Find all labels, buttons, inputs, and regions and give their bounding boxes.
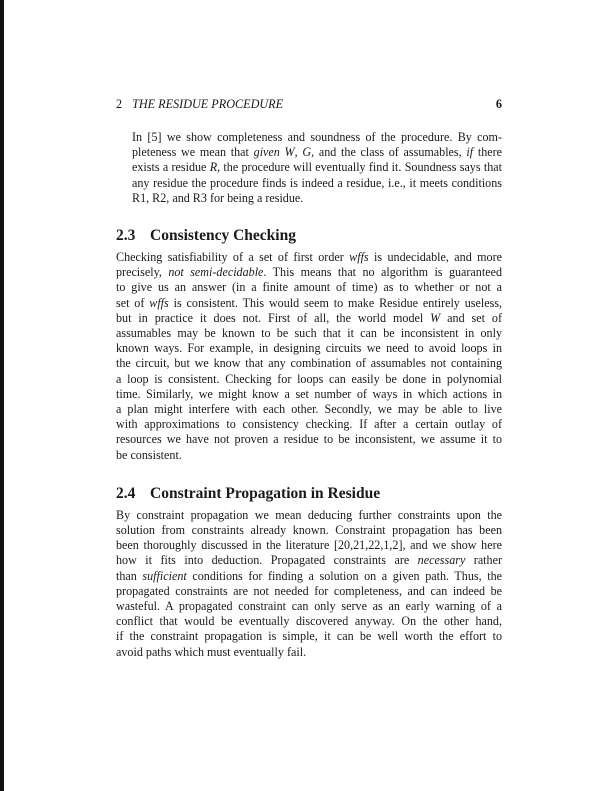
text-line: how it fits into deduction. Propagated constraints are necessary rather bbox=[116, 553, 502, 568]
text-line: the circuit, but we know that any combination of assumables not containing bbox=[116, 356, 502, 371]
emphasis: sufficient bbox=[142, 568, 187, 583]
text-line: solution from constraints already known. Constraint propagation has been bbox=[116, 523, 502, 538]
text-line: a loop is consistent. Checking for loops can easily be done in polynomial bbox=[116, 371, 502, 386]
text-line: exists a residue R, the procedure will eventually find it. Soundness says that bbox=[132, 160, 502, 175]
text-line: be consistent. bbox=[116, 447, 182, 462]
section-title: Consistency Checking bbox=[150, 227, 296, 245]
page-number: 6 bbox=[495, 97, 502, 111]
text-line: to give us an answer (in a finite amount of time) as to whether or not a bbox=[116, 280, 502, 295]
text-line: time. Similarly, we might know a set number of ways in which actions in bbox=[116, 386, 502, 401]
section-number: 2.4 bbox=[116, 484, 136, 502]
emphasis: W bbox=[430, 310, 441, 325]
section-heading-2-4 bbox=[116, 484, 502, 504]
text-line: with approximations to consistency checking. If after a certain outlay of bbox=[116, 417, 502, 432]
scan-edge-bar bbox=[0, 0, 4, 791]
text-line: R1, R2, and R3 for being a residue. bbox=[132, 190, 304, 205]
text-line: pleteness we mean that given W, G, and the class of assumables, if there bbox=[132, 145, 502, 160]
emphasis: necessary bbox=[417, 553, 466, 568]
running-head-section-title: THE RESIDUE PROCEDURE bbox=[132, 97, 284, 111]
emphasis: G bbox=[302, 145, 312, 160]
document-page bbox=[116, 96, 502, 660]
text-line: conflict that would be eventually discovered anyway. On the other hand, bbox=[116, 614, 502, 629]
intro-paragraph bbox=[116, 130, 502, 206]
text-line: set of wffs is consistent. This would seem to make Residue entirely useless, bbox=[116, 295, 503, 310]
section-number: 2.3 bbox=[116, 227, 136, 245]
consistency-checking-paragraph bbox=[116, 250, 502, 463]
emphasis: wffs bbox=[349, 250, 369, 265]
running-head-section-number: 2 bbox=[116, 97, 123, 111]
text-line: In [5] we show completeness and soundness of the procedure. By com- bbox=[132, 130, 502, 144]
emphasis: wffs bbox=[149, 295, 169, 310]
text-line: any residue the procedure finds is indeed a residue, i.e., it meets conditions bbox=[132, 175, 502, 190]
running-head-title bbox=[116, 96, 283, 112]
text-line: precisely, not semi-decidable. This means that no algorithm is guaranteed bbox=[116, 265, 502, 280]
emphasis: given W bbox=[253, 145, 295, 160]
running-head bbox=[116, 96, 502, 112]
text-line: assumables may be known to be such that it can be inconsistent in only bbox=[116, 326, 502, 341]
constraint-propagation-paragraph bbox=[116, 508, 502, 660]
text-line: By constraint propagation we mean deducing further constraints upon the bbox=[116, 507, 502, 522]
text-line: resources we have not proven a residue to be inconsistent, we assume it to bbox=[116, 432, 502, 447]
text-line: avoid paths which must eventually fail. bbox=[116, 644, 307, 659]
text-line: wasteful. A propagated constraint can only serve as an early warning of a bbox=[116, 599, 502, 614]
section-title: Constraint Propagation in Residue bbox=[150, 484, 381, 502]
text-line: a plan might interfere with each other. Secondly, we may be able to live bbox=[116, 402, 502, 417]
text-line: propagated constraints are not needed for completeness, and can indeed be bbox=[116, 583, 502, 598]
text-line: if the constraint propagation is simple, it can be well worth the effort to bbox=[116, 629, 502, 644]
text-line: been thoroughly discussed in the literature [20,21,22,1,2], and we show here bbox=[116, 538, 502, 553]
emphasis: not semi-decidable bbox=[168, 265, 264, 280]
text-line: Checking satisfiability of a set of first order wffs is undecidable, and more bbox=[116, 250, 502, 265]
section-heading-2-3 bbox=[116, 226, 502, 246]
text-line: but in practice it does not. First of all, the world model W and set of bbox=[116, 310, 502, 325]
text-line: known ways. For example, in designing circuits we need to avoid loops in bbox=[116, 341, 502, 356]
emphasis: if bbox=[466, 145, 474, 160]
emphasis: R bbox=[209, 160, 218, 175]
text-line: than sufficient conditions for finding a solution on a given path. Thus, the bbox=[116, 568, 502, 583]
